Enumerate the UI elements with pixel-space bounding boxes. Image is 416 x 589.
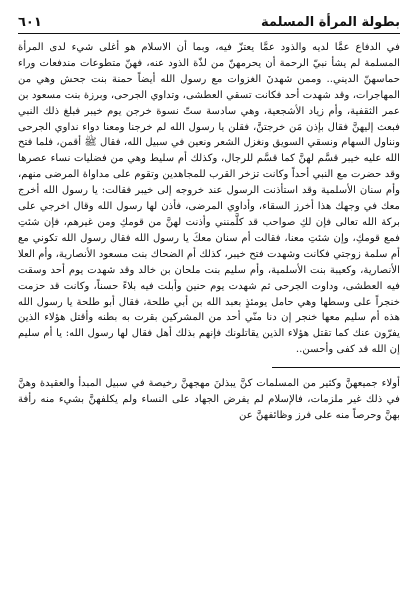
page-header bbox=[18, 10, 400, 34]
footnote-divider bbox=[272, 367, 400, 368]
paragraph: في الدفاع عمَّا لديه والذود عمَّا يعتزّ فيه، وبما أن الاسلام هو أغلى شيء لدى المرأة المسلمة لم يشأ نبيّ الرحمة أن يحرمهنّ من لذّة الذود عنه، فهنّ متطوعات مندفعات وراء حماسهنّ الديني.. وممن شهدنَ الغزوات مع رسول الله أيضاً حمنة بنت جحش وهي من المهاجرات، وقد شهدت أحد فكانت تسقي العطشى، وتداوي الجرحى، وبرزة بنت مسعود بن عمر الثقفية، وأم زياد الأشجعية، وهي سادسة ستّ نسوة خرجن يوم خيبر فبلغ ذلك النبي فبعث إليهنَّ فقال بإذن مَن خرجتنَّ، فقلن يا رسول الله لم خرجنا ومعنا دواء نداوي الجرحى ونناول السهام ونسقي السويق ونغزل الشعر ونعين في سبيل الله، فقال ﷺ أقمن، فلما فتح الله عليه خيبر قسَّم لهنَّ كما قسَّم للرجال، وكذلك أم سليط وهي من فضليات نساء عصرها وقد حضرت مع النبي أحداً وكانت تزخر القرب للمجاهدين وتقوم على مداواة المرضى منهم، وأم سنان الأسلمية وقد استأذنت الرسول عند خروجه إلى خيبر فقالت: يا رسول الله أخرج معك في وجهك هذا أخرز السقاء، وأداوي المرضى، فأذن لها رسول الله وقال اخرجي على بركة الله تعالى فإن لكِ صواحب قد كلَّمنني وأذنت لهنَّ من قومكِ ومن غيرهم، فإن شئتِ فمع قومكِ، وإن شئتِ معنا، فقالت أم سنان معكَ يا رسول الله فقال رسول الله تكوني مع أم سلمة زوجتي فكانت وشهدت فتح خيبر، كذلك أم الضحاك بنت مسعود الأنصارية، وأم العلا الأنصارية، وكعيبة بنت الأسلمية، وأم سليم بنت ملحان بن خالد وقد شهدت يوم أحد وسقت فيه العطشى، وداوت الجرحى ثم شهدت يوم حنين وأبلت فيه بلاءً حسناً، وكانت قد حزمت خنجراً على وسطها وهي حامل يومئذٍ بعبد الله بن أبي طلحة، فقال أبو طلحة يا رسول الله هذه أم سليم معها خنجر إن دنا منّي أحد من المشركين بقرت به بطنه وأقتل هؤلاء الذين يفرّون عنك كما تقتل هؤلاء الذين يقاتلونك فإنهم بذلك أهل فقال لها رسول الله: يا أم سليم إن الله قد كفى وأحسن.. bbox=[18, 42, 400, 356]
footnote-text-block bbox=[18, 376, 400, 424]
main-text bbox=[18, 40, 400, 358]
running-title: بطولة المرأة المسلمة bbox=[261, 15, 400, 30]
footnote-paragraph: أولاء جميعهنَّ وكثير من المسلمات كنَّ يبذلنَ مهجهنَّ رخيصة في سبيل المبدأ والعقيدة وهنَّ في ذلك غير ملزمات، فالإسلام لم يفرض الجهاد على النساء ولم يكلفهنَّ بشيء منه رأفة بهنَّ وحرصاً منه على فرز وظائفهنَّ عن bbox=[18, 378, 400, 421]
page-number: ٦٠١ bbox=[18, 15, 42, 30]
